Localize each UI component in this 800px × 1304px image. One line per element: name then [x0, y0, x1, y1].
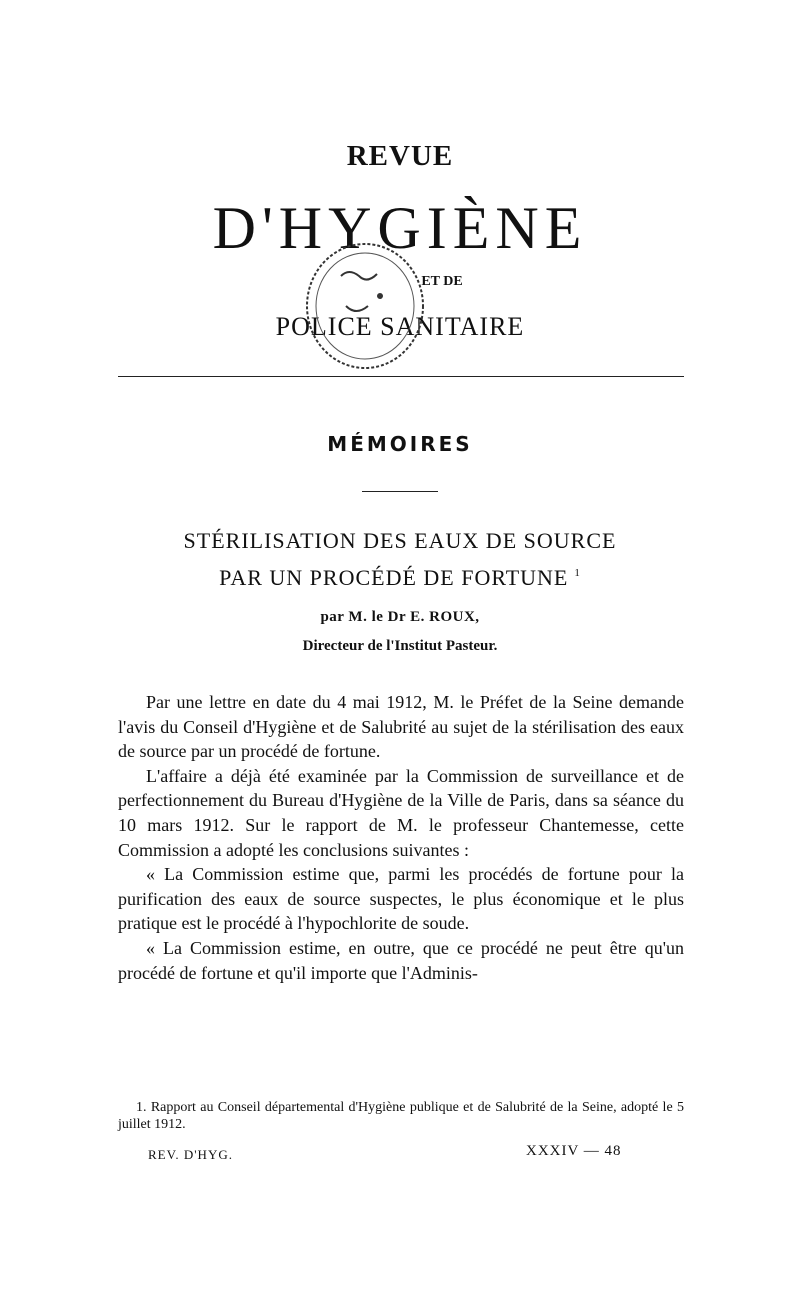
footnote-mark: 1: [574, 567, 581, 579]
article-title-line-1: STÉRILISATION DES EAUX DE SOURCE: [183, 528, 617, 553]
author-affiliation: Directeur de l'Institut Pasteur.: [302, 638, 498, 654]
section-heading: MÉMOIRES: [327, 432, 473, 456]
journal-title-et-de: ET DE: [421, 274, 463, 289]
journal-title-hygiene: D'HYGIÈNE: [212, 195, 588, 261]
section-divider: [362, 491, 438, 492]
footer-signature: XXXIV — 48: [526, 1143, 622, 1159]
paragraph: L'affaire a déjà été examinée par la Commission de surveillance et de perfectionnement du Bureau d'Hygiène de la Ville de Paris, dans sa séance du 10 mars 1912. Sur le rapport de M. le professeur Chantemesse, cette Commission a adopté les conclusions suivantes :: [118, 765, 684, 860]
footer-journal-abbrev: REV. D'HYG.: [148, 1147, 233, 1162]
masthead-divider: [118, 376, 684, 377]
footnote: [118, 1099, 684, 1133]
article-body: [118, 690, 684, 985]
article-title-line-2-text: PAR UN PROCÉDÉ DE FORTUNE: [219, 565, 569, 590]
paragraph: « La Commission estime, en outre, que ce procédé ne peut être qu'un procédé de fortune et qu'il importe que l'Adminis-: [118, 937, 684, 983]
paragraph: « La Commission estime que, parmi les procédés de fortune pour la purification des eaux de source suspectes, le plus économique et le plus pratique est le procédé à l'hypochlorite de soude.: [118, 864, 684, 934]
article-title: [0, 524, 800, 594]
article-title-line-2: [0, 557, 800, 594]
journal-title-police-sanitaire: POLICE SANITAIRE: [275, 312, 525, 341]
article-author: par M. le Dr E. ROUX,: [320, 609, 480, 625]
paragraph: Par une lettre en date du 4 mai 1912, M. le Préfet de la Seine demande l'avis du Conseil d'Hygiène et de Salubrité au sujet de la stérilisation des eaux de source par un procédé de fortune.: [118, 692, 684, 762]
footnote-text: 1. Rapport au Conseil départemental d'Hygiène publique et de Salubrité de la Seine, adopté le 5 juillet 1912.: [118, 1100, 684, 1132]
journal-title-revue: REVUE: [346, 140, 454, 172]
library-stamp: [296, 236, 438, 376]
